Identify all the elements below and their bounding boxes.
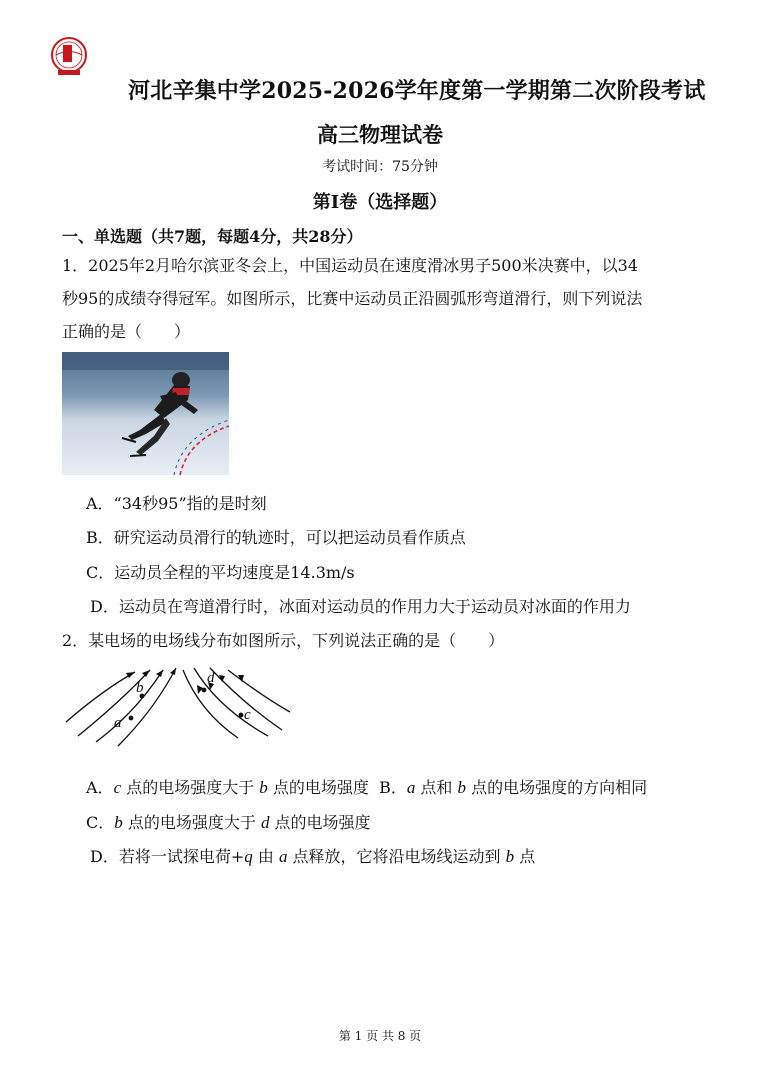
speed-skater-photo — [62, 352, 229, 475]
volume-heading: 第Ⅰ卷（选择题） — [312, 192, 448, 213]
exam-time: 考试时间：75分钟 — [322, 159, 438, 175]
label-d: d — [207, 670, 215, 686]
paper-subtitle: 高三物理试卷 — [317, 122, 443, 147]
label-a: a — [114, 715, 122, 731]
q2-option-c: C．b 点的电场强度大于 d 点的电场强度 — [86, 813, 371, 832]
section-heading: 一、单选题（共7题，每题4分，共28分） — [62, 227, 363, 246]
q1-option-c: C．运动员全程的平均速度是14.3m/s — [86, 563, 355, 582]
q2-option-a-b: A．c 点的电场强度大于 b 点的电场强度 B．a 点和 b 点的电场强度的方向相同 — [86, 778, 648, 797]
label-c: c — [244, 707, 251, 723]
electric-field-diagram — [58, 660, 294, 748]
q1-option-d: D．运动员在弯道滑行时，冰面对运动员的作用力大于运动员对冰面的作用力 — [90, 597, 631, 616]
q1-stem-line3: 正确的是（ ） — [62, 322, 191, 341]
school-logo-icon — [44, 36, 94, 78]
q2-stem: 2．某电场的电场线分布如图所示，下列说法正确的是（ ） — [62, 631, 505, 650]
page-footer: 第 1 页 共 8 页 — [338, 1029, 422, 1043]
q2-option-d: D．若将一试探电荷+q 由 a 点释放，它将沿电场线运动到 b 点 — [90, 847, 536, 866]
q1-option-b: B．研究运动员滑行的轨迹时，可以把运动员看作质点 — [86, 528, 466, 547]
q1-stem-line2: 秒95的成绩夺得冠军。如图所示，比赛中运动员正沿圆弧形弯道滑行，则下列说法 — [62, 289, 643, 308]
q1-stem-line1: 1．2025年2月哈尔滨亚冬会上，中国运动员在速度滑冰男子500米决赛中，以34 — [62, 256, 638, 275]
label-b: b — [136, 680, 144, 696]
q1-option-a: A．“34秒95”指的是时刻 — [86, 494, 267, 513]
exam-title: 河北辛集中学2025-2026学年度第一学期第二次阶段考试 — [128, 78, 706, 104]
